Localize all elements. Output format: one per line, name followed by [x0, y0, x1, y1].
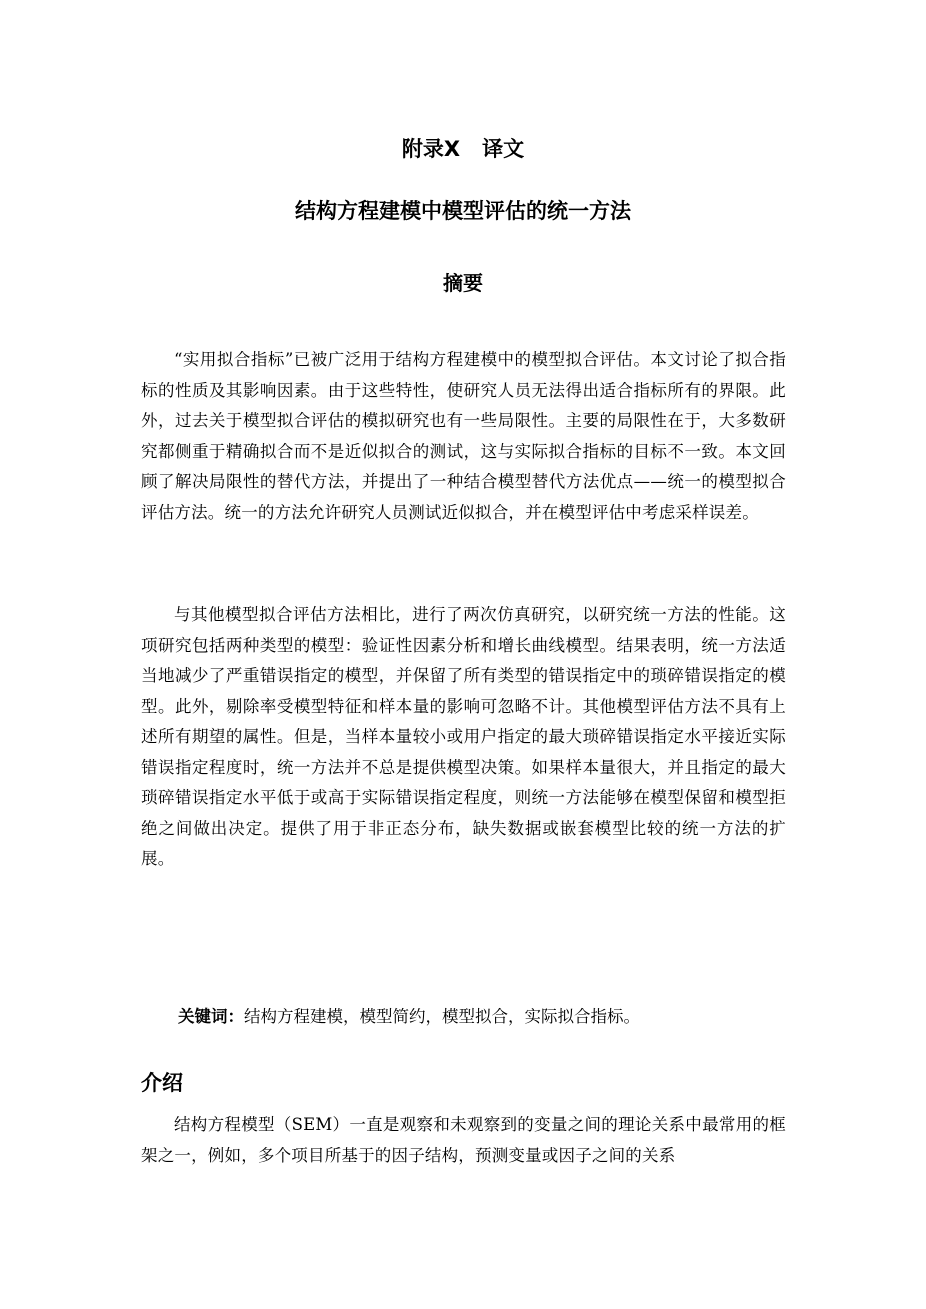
introduction-paragraph: 结构方程模型（SEM）一直是观察和未观察到的变量之间的理论关系中最常用的框架之一，例如，多个项目所基于的因子结构，预测变量或因子之间的关系: [141, 1115, 786, 1165]
document-title: 结构方程建模中模型评估的统一方法: [295, 199, 631, 223]
abstract-paragraph-1: “实用拟合指标”已被广泛用于结构方程建模中的模型拟合评估。本文讨论了拟合指标的性质及其影响因素。由于这些特性，使研究人员无法得出适合指标所有的界限。此外，过去关于模型拟合评估的模拟研究也有一些局限性。主要的局限性在于，大多数研究都侧重于精确拟合而不是近似拟合的测试，这与实际拟合指标的目标不一致。本文回顾了解决局限性的替代方法，并提出了一种结合模型替代方法优点——统一的模型拟合评估方法。统一的方法允许研究人员测试近似拟合，并在模型评估中考虑采样误差。: [141, 350, 786, 522]
translation-label: 译文: [482, 137, 525, 161]
introduction-heading: 介绍: [141, 1071, 183, 1095]
keywords-label: 关键词：: [178, 1007, 244, 1026]
appendix-heading: [0, 134, 926, 164]
abstract-heading: 摘要: [443, 271, 483, 295]
keywords-text: 结构方程建模，模型简约，模型拟合，实际拟合指标。: [244, 1007, 640, 1026]
keywords-line: [178, 1002, 640, 1032]
appendix-label: 附录X: [401, 137, 461, 161]
abstract-paragraph-2: 与其他模型拟合评估方法相比，进行了两次仿真研究，以研究统一方法的性能。这项研究包括两种类型的模型：验证性因素分析和增长曲线模型。结果表明，统一方法适当地减少了严重错误指定的模型，并保留了所有类型的错误指定中的琐碎错误指定的模型。此外，剔除率受模型特征和样本量的影响可忽略不计。其他模型评估方法不具有上述所有期望的属性。但是，当样本量较小或用户指定的最大琐碎错误指定水平接近实际错误指定程度时，统一方法并不总是提供模型决策。如果样本量很大，并且指定的最大琐碎错误指定水平低于或高于实际错误指定程度，则统一方法能够在模型保留和模型拒绝之间做出决定。提供了用于非正态分布，缺失数据或嵌套模型比较的统一方法的扩展。: [141, 605, 786, 868]
